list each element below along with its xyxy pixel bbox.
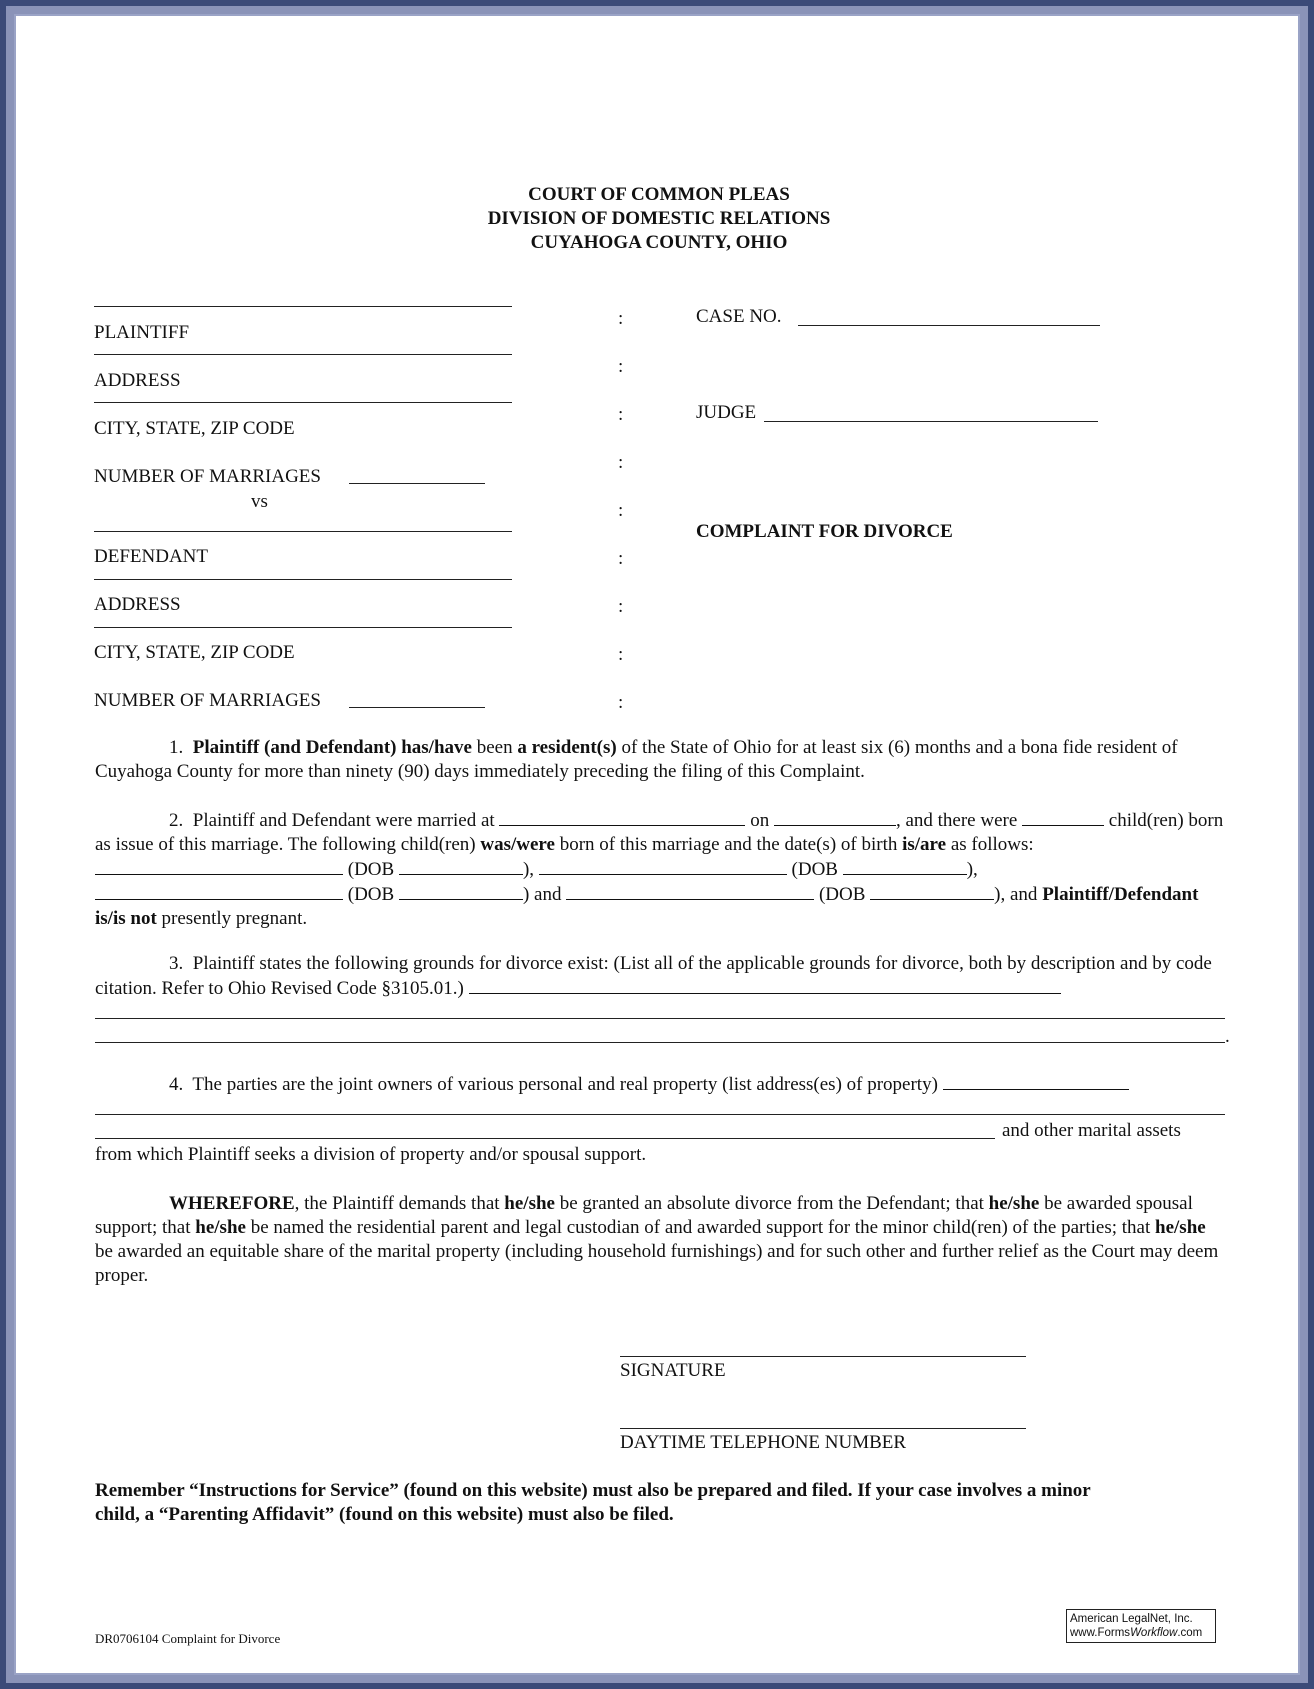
para2-text-as-follows: as follows:: [950, 834, 1034, 855]
plaintiff-marriages-label: NUMBER OF MARRIAGES: [94, 466, 321, 487]
paragraph-4: [95, 1072, 1225, 1097]
para4-text-assets: and other marital assets: [1002, 1120, 1181, 1141]
para2-text-children: child(ren) born as issue of this marriage. The following child(ren): [95, 810, 1224, 855]
reminder-line-1: Remember “Instructions for Service” (found on this website) must also be prepared and filed. If your case involves a minor: [95, 1480, 1091, 1501]
child-3-dob-field[interactable]: [399, 882, 523, 900]
logo-url: [1070, 1626, 1212, 1640]
legalnet-logo: [1066, 1609, 1216, 1643]
he-she-bold: he/she: [195, 1217, 246, 1238]
judge-field[interactable]: [764, 421, 1098, 422]
para2-bold-is-are: is/are: [902, 834, 947, 855]
judge-label: JUDGE: [696, 402, 757, 423]
phone-label: DAYTIME TELEPHONE NUMBER: [620, 1432, 907, 1453]
dob-close: ),: [966, 859, 978, 880]
plaintiff-city-label: CITY, STATE, ZIP CODE: [94, 418, 295, 439]
dob-label: (DOB: [791, 859, 838, 880]
caption-colon: :: [618, 596, 624, 617]
caption-colon: :: [618, 452, 624, 473]
para1-text-a: been: [471, 737, 518, 758]
form-id: DR0706104 Complaint for Divorce: [95, 1631, 281, 1646]
defendant-city-line[interactable]: [94, 627, 512, 628]
paragraph-1: [95, 736, 1225, 784]
grounds-period: .: [1225, 1026, 1230, 1047]
logo-company: American LegalNet, Inc.: [1070, 1613, 1193, 1625]
defendant-address-line[interactable]: [94, 579, 512, 580]
plaintiff-address-label: ADDRESS: [94, 370, 181, 391]
para4-text-owners: The parties are the joint owners of various personal and real property (list address(es) of property): [192, 1074, 938, 1095]
para2-bold-pregnant: Plaintiff/Defendant is/is not: [95, 884, 1199, 929]
caption-colon: :: [618, 308, 624, 329]
caption-colon: :: [618, 500, 624, 521]
dob-close-and: ), and: [994, 884, 1038, 905]
wherefore-bold: WHEREFORE: [169, 1193, 295, 1214]
plaintiff-label: PLAINTIFF: [94, 322, 190, 343]
caption-colon: :: [618, 644, 624, 665]
dob-label: (DOB: [818, 884, 866, 905]
reminder-line-2: child, a “Parenting Affidavit” (found on this website) must also be filed.: [95, 1504, 674, 1525]
caption-colon: :: [618, 692, 624, 713]
grounds-field-3[interactable]: [95, 1042, 1225, 1043]
paragraph-3: [95, 952, 1225, 1001]
child-1-name-field[interactable]: [95, 857, 343, 875]
para2-bold-was-were: was/were: [480, 834, 555, 855]
child-2-name-field[interactable]: [539, 857, 787, 875]
wherefore-text-d: be named the residential parent and legal custodian of and awarded support for the minor child(ren) of the parties; that: [245, 1217, 1156, 1238]
plaintiff-name-line[interactable]: [94, 306, 512, 307]
para1-bold-resident: a resident(s): [517, 737, 617, 758]
division-name: DIVISION OF DOMESTIC RELATIONS: [487, 208, 831, 229]
caption-colon: :: [618, 356, 624, 377]
property-field-3[interactable]: [95, 1138, 995, 1139]
defendant-city-label: CITY, STATE, ZIP CODE: [94, 642, 295, 663]
logo-url-c: .com: [1177, 1627, 1203, 1639]
caption-colon: :: [618, 404, 624, 425]
para2-text-there-were: , and there were: [895, 810, 1018, 831]
para4-text-division: from which Plaintiff seeks a division of property and/or spousal support.: [95, 1144, 647, 1165]
child-3-name-field[interactable]: [95, 882, 343, 900]
wherefore-text-a: , the Plaintiff demands that: [294, 1193, 505, 1214]
child-2-dob-field[interactable]: [843, 857, 967, 875]
logo-url-a: www.Forms: [1070, 1627, 1131, 1639]
defendant-marriages-label: NUMBER OF MARRIAGES: [94, 690, 321, 711]
phone-field[interactable]: [620, 1428, 1026, 1429]
dob-label: (DOB: [347, 859, 395, 880]
signature-field[interactable]: [620, 1356, 1026, 1357]
he-she-bold: he/she: [988, 1193, 1040, 1214]
defendant-marriages-field[interactable]: [349, 707, 485, 708]
defendant-name-line[interactable]: [94, 531, 512, 532]
plaintiff-city-line[interactable]: [94, 402, 512, 403]
child-4-dob-field[interactable]: [870, 882, 994, 900]
para3-text: Plaintiff states the following grounds for divorce exist: (List all of the applicable grounds for divorce, both by description and by code citation. Refer to Ohio Revised Code §3105.01.): [95, 953, 1212, 999]
property-field-2[interactable]: [95, 1114, 1225, 1115]
para2-text-pregnant: presently pregnant.: [161, 908, 308, 929]
wherefore-text-c: be awarded spousal support; that: [95, 1193, 1193, 1238]
para2-text-born: born of this marriage and the date(s) of birth: [559, 834, 898, 855]
document-title: COMPLAINT FOR DIVORCE: [696, 521, 953, 542]
para2-text-on: on: [750, 810, 770, 831]
paragraph-2: [95, 808, 1225, 931]
children-count-field[interactable]: [1022, 808, 1104, 826]
para1-bold-parties: Plaintiff (and Defendant) has/have: [192, 737, 472, 758]
plaintiff-marriages-field[interactable]: [349, 483, 485, 484]
para3-number: 3.: [169, 953, 184, 974]
defendant-label: DEFENDANT: [94, 546, 208, 567]
wherefore-text-e: be awarded an equitable share of the marital property (including household furnishings) and for such other and further relief as the Court may deem proper.: [95, 1241, 1219, 1286]
case-number-field[interactable]: [798, 325, 1100, 326]
para1-text-b: of the State of Ohio for at least six (6) months and a bona fide resident of Cuyahoga County for more than ninety (90) days immediately preceding the filing of this Complaint.: [95, 737, 1178, 782]
signature-label: SIGNATURE: [620, 1360, 726, 1381]
para2-text-married-at: Plaintiff and Defendant were married at: [192, 810, 495, 831]
dob-close: ),: [522, 859, 535, 880]
child-4-name-field[interactable]: [566, 882, 814, 900]
defendant-address-label: ADDRESS: [94, 594, 181, 615]
caption-colon: :: [618, 548, 624, 569]
case-number-label: CASE NO.: [696, 306, 782, 327]
para2-number: 2.: [169, 810, 184, 831]
wherefore-text-b: be granted an absolute divorce from the Defendant; that: [554, 1193, 989, 1214]
child-1-dob-field[interactable]: [399, 857, 523, 875]
document-page: [14, 14, 1300, 1675]
grounds-field-1[interactable]: [469, 976, 1061, 994]
he-she-bold: he/she: [1155, 1217, 1206, 1238]
para4-number: 4.: [169, 1074, 184, 1095]
wherefore-paragraph: [95, 1192, 1225, 1288]
versus-label: vs: [251, 491, 268, 512]
para1-number: 1.: [169, 737, 184, 758]
marriage-date-field[interactable]: [774, 808, 896, 826]
logo-url-b: Workflow: [1130, 1627, 1178, 1639]
grounds-field-2[interactable]: [95, 1018, 1225, 1019]
dob-label: (DOB: [347, 884, 395, 905]
he-she-bold: he/she: [504, 1193, 555, 1214]
marriage-place-field[interactable]: [499, 808, 745, 826]
property-field-1[interactable]: [943, 1072, 1129, 1090]
county-name: CUYAHOGA COUNTY, OHIO: [530, 232, 788, 253]
court-name: COURT OF COMMON PLEAS: [528, 184, 790, 205]
plaintiff-address-line[interactable]: [94, 354, 512, 355]
dob-close-and: ) and: [522, 884, 562, 905]
